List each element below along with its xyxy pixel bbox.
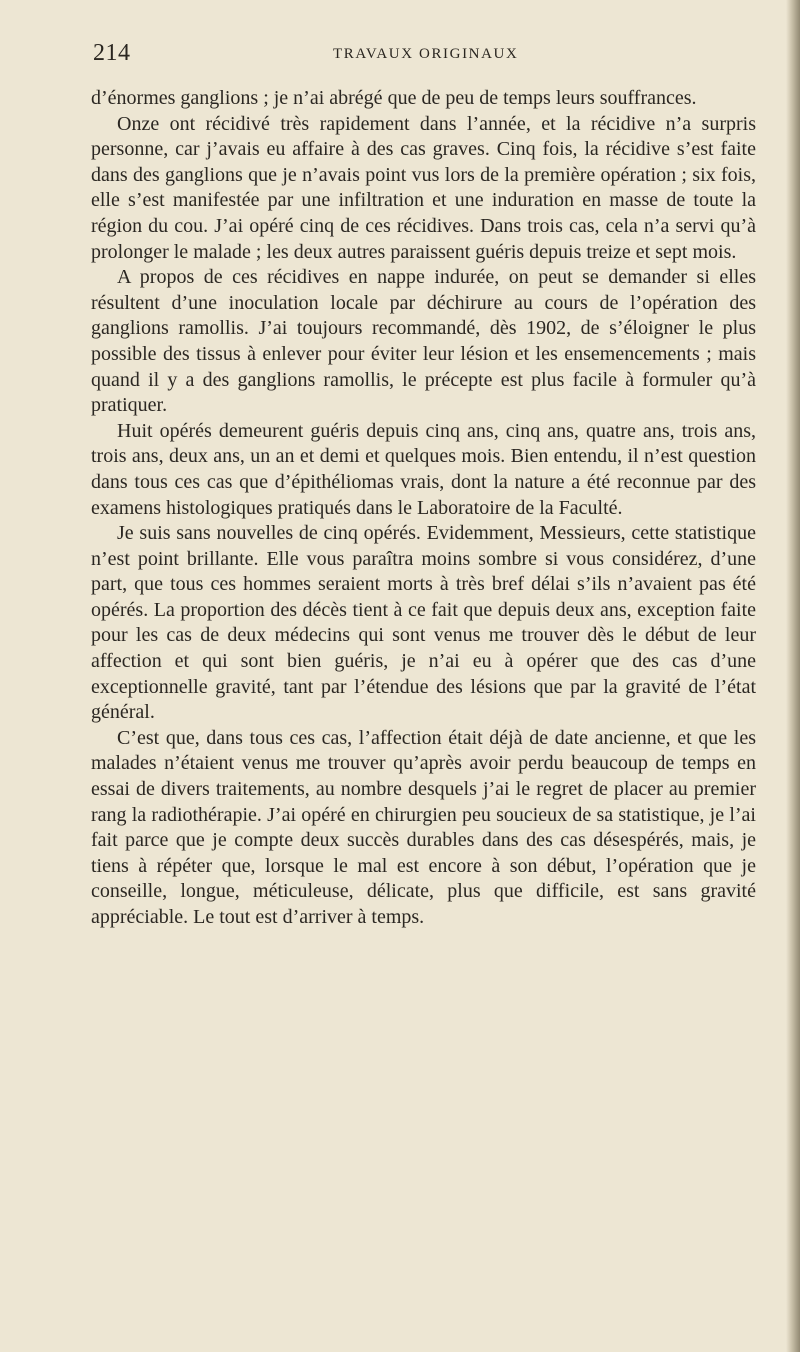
page-header	[93, 40, 755, 70]
paragraph-recidives: Onze ont récidivé très rapidement dans l’année, et la récidive n’a surpris personne, car j’avais eu affaire à des cas graves. Cinq fois, la récidive s’est faite dans des ganglions que je n’avais point vus lors de la première opération ; six fois, elle s’est manifestée par une infiltration et une induration en masse de toute la région du cou. J’ai opéré cinq de ces récidives. Dans trois cas, cela n’a servi qu’à prolonger le malade ; les deux autres paraissent guéris depuis treize et sept mois.	[91, 112, 756, 263]
body-text	[91, 86, 756, 931]
paragraph-conclusion: C’est que, dans tous ces cas, l’affection était déjà de date ancienne, et que les malades n’étaient venus me trouver qu’après avoir perdu beaucoup de temps en essai de divers traitements, au nombre desquels j’ai le regret de placer au premier rang la radiothérapie. J’ai opéré en chirurgien peu soucieux de sa statistique, je l’ai fait parce que je compte deux succès durables dans des cas désespérés, mais, je tiens à répéter que, lorsque le mal est encore à son début, l’opération que je conseille, longue, méticuleuse, délicate, plus que difficile, est sans gravité appréciable. Le tout est d’arriver à temps.	[91, 726, 756, 928]
paragraph-nappe-induree: A propos de ces récidives en nappe indurée, on peut se demander si elles résultent d’une inoculation locale par déchirure au cours de l’opération des ganglions ramollis. J’ai toujours recommandé, dès 1902, de s’éloigner le plus possible des tissus à enlever pour éviter leur lésion et les ensemencements ; mais quand il y a des ganglions ramollis, le précepte est plus facile à formuler qu’à pratiquer.	[91, 266, 756, 417]
paragraph-continuation: d’énormes ganglions ; je n’ai abrégé que de peu de temps leurs souffrances.	[91, 87, 697, 109]
page-edge-shadow	[786, 0, 800, 1352]
paragraph-statistique: Je suis sans nouvelles de cinq opérés. Evidemment, Messieurs, cette statistique n’est point brillante. Elle vous paraîtra moins sombre si vous considérez, d’une part, que tous ces hommes seraient morts à très bref délai s’ils n’avaient pas été opérés. La proportion des décès tient à ce fait que depuis deux ans, exception faite pour les cas de deux médecins qui sont venus me trouver dès le début de leur affection et qui sont bien guéris, je n’ai eu à opérer que des cas d’une exceptionnelle gravité, tant par l’étendue des lésions que par la gravité de l’état général.	[91, 522, 756, 724]
running-head: TRAVAUX ORIGINAUX	[333, 46, 519, 62]
page-number: 214	[93, 40, 131, 66]
paragraph-gueris: Huit opérés demeurent guéris depuis cinq ans, cinq ans, quatre ans, trois ans, trois ans, deux ans, un an et demi et quelques mois. Bien entendu, il n’est question dans tous ces cas que d’épithéliomas vrais, dont la nature a été reconnue par des examens histologiques pratiqués dans le Laboratoire de la Faculté.	[91, 419, 756, 519]
